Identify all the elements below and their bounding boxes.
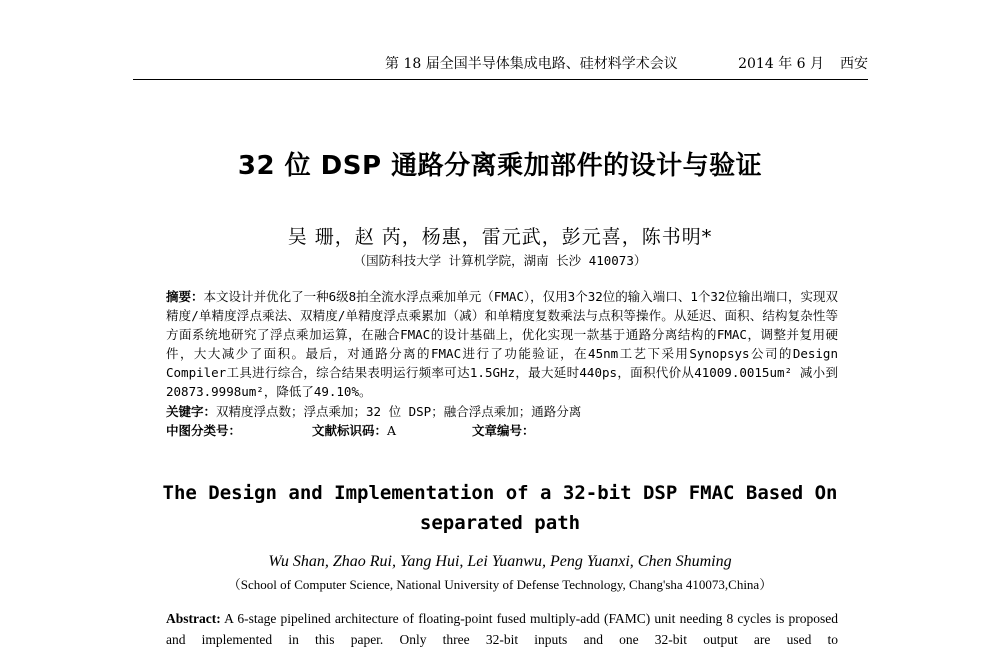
keywords-cn-label: 关键字： [166,404,217,419]
paper-title-en: The Design and Implementation of a 32-bit DSP FMAC Based On separated path [162,482,838,534]
conference-date: 2014 年 6 月 [738,56,824,72]
doc-code-label: 文献标识码： [312,423,388,438]
affiliation-en: （School of Computer Science, National University of Defense Technology, Chang'sha 410073,China） [227,577,773,592]
abstract-cn [166,287,838,401]
classification-row [166,421,838,441]
keywords-cn [166,402,838,420]
authors-cn: 吴 珊，赵 芮，杨惠，雷元武，彭元喜，陈书明* [287,226,713,248]
doc-code-value: A [387,423,397,438]
keywords-cn-text: 双精度浮点数；浮点乘加；32 位 DSP；融合浮点乘加；通路分离 [216,404,582,419]
conference-date-location [722,53,868,73]
authors-en: Wu Shan, Zhao Rui, Yang Hui, Lei Yuanwu, Peng Yuanxi, Chen Shuming [268,553,732,570]
doc-code [312,421,396,439]
abstract-cn-label: 摘要： [166,289,204,304]
clc-number-label: 中图分类号： [166,423,242,438]
affiliation-cn: （国防科技大学 计算机学院，湖南 长沙 410073） [353,253,647,268]
abstract-en-text: A 6-stage pipelined architecture of floating-point fused multiply-add (FAMC) unit needing 8 cycles is proposed and implemented in this paper. Only three 32-bit inputs and one 32-bit output are used to [166,611,838,647]
conference-location: 西安 [840,56,868,72]
paper-title-cn: 32 位 DSP 通路分离乘加部件的设计与验证 [237,151,763,181]
abstract-en-label: Abstract: [166,611,221,626]
conference-name: 第 18 届全国半导体集成电路、硅材料学术会议 [385,56,678,72]
article-number-label: 文章编号： [472,423,535,438]
running-header [133,51,868,80]
abstract-en [166,608,838,650]
abstract-cn-text: 本文设计并优化了一种6级8拍全流水浮点乘加单元（FMAC），仅用3个32位的输入端口、1个32位输出端口，实现双精度/单精度浮点乘法、双精度/单精度浮点乘累加（减）和单精度复数乘法与点积等操作。从延迟、面积、结构复杂性等方面系统地研究了浮点乘加运算，在融合FMAC的设计基础上，优化实现一款基于通路分离结构的FMAC，调整并复用硬件，大大减少了面积。最后，对通路分离的FMAC进行了功能验证，在45nm工艺下采用Synopsys公司的Design Compiler工具进行综合，综合结果表明运行频率可达1.5GHz，最大延时440ps，面积代价从41009.0015um² 减小到20873.9998um²，降低了49.10%。 [166,289,838,399]
